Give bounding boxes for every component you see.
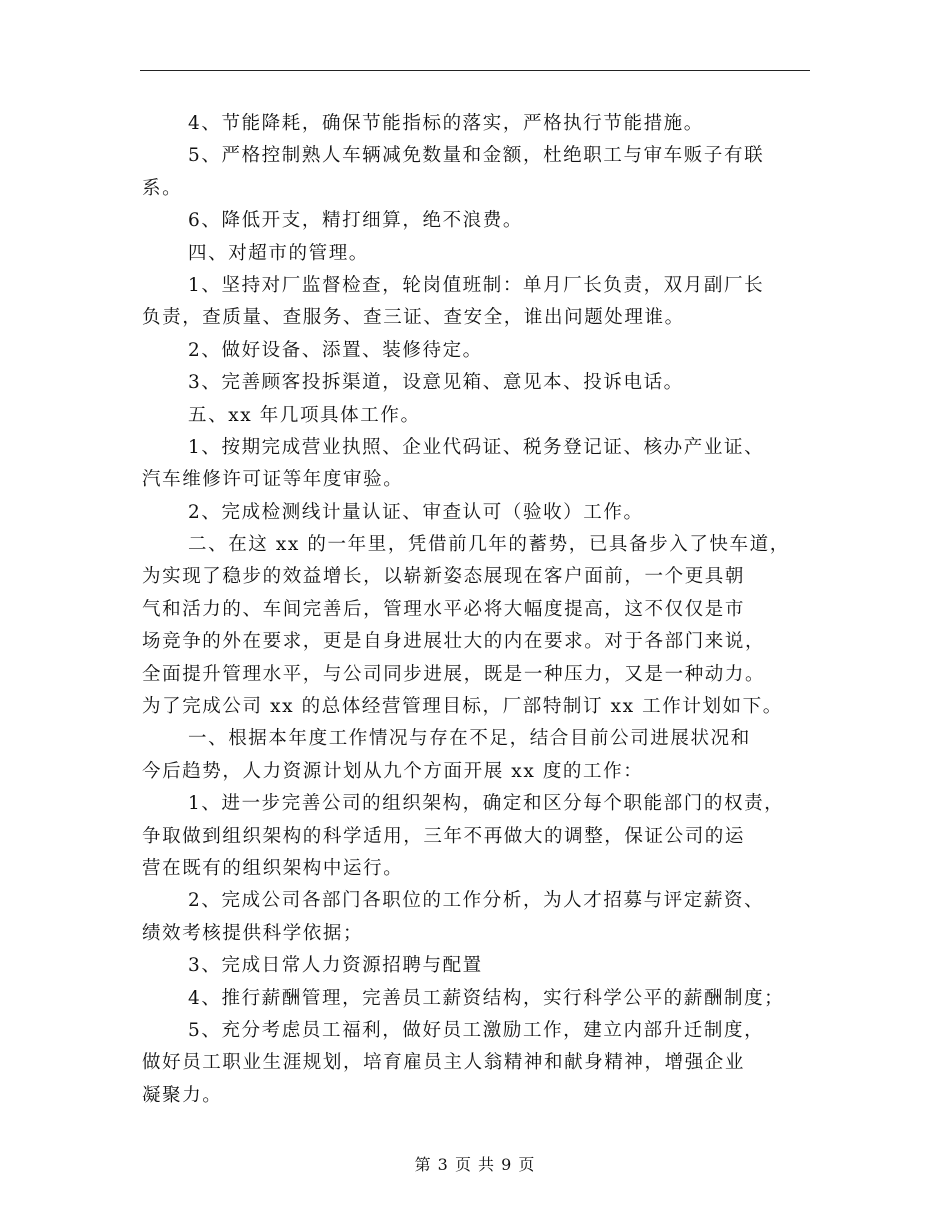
text-line: 一、根据本年度工作情况与存在不足，结合目前公司进展状况和 (188, 728, 751, 750)
text-line: 绩效考核提供科学依据； (142, 922, 364, 944)
text-line: 争取做到组织架构的科学适用，三年不再做大的调整，保证公司的运 (142, 825, 746, 847)
text-line: 4、推行薪酬管理，完善员工薪资结构，实行科学公平的薪酬制度； (188, 987, 785, 1009)
text-line: 负责，查质量、查服务、查三证、查安全，谁出问题处理谁。 (142, 307, 685, 329)
text-line: 4、节能降耗，确保节能指标的落实，严格执行节能措施。 (188, 113, 704, 134)
text-line: 2、做好设备、添置、装修待定。 (188, 339, 483, 361)
text-line: 2、完成检测线计量认证、审查认可（验收）工作。 (188, 501, 644, 523)
text-line: 1、坚持对厂监督检查，轮岗值班制：单月厂长负责，双月副厂长 (188, 274, 765, 296)
text-line: 5、充分考虑员工福利，做好员工激励工作，建立内部升迁制度， (188, 1019, 765, 1041)
header-rule (140, 70, 810, 71)
text-line: 场竞争的外在要求，更是自身进展壮大的内在要求。对于各部门来说， (142, 631, 766, 653)
text-line: 1、进一步完善公司的组织架构，确定和区分每个职能部门的权责， (188, 793, 785, 815)
text-line: 做好员工职业生涯规划，培育雇员主人翁精神和献身精神，增强企业 (142, 1052, 746, 1074)
text-line: 四、对超市的管理。 (188, 242, 369, 264)
text-line: 2、完成公司各部门各职位的工作分析，为人才招募与评定薪资、 (188, 890, 765, 912)
text-line: 二、在这 xx 的一年里，凭借前几年的蓄势，已具备步入了快车道， (188, 534, 790, 556)
text-line: 五、xx 年几项具体工作。 (188, 404, 421, 426)
text-line: 为实现了稳步的效益增长，以崭新姿态展现在客户面前，一个更具朝 (142, 566, 746, 588)
text-line: 为了完成公司 xx 的总体经营管理目标，厂部特制订 xx 工作计划如下。 (142, 696, 783, 718)
text-line: 全面提升管理水平，与公司同步进展，既是一种压力，又是一种动力。 (142, 663, 766, 685)
text-line: 5、严格控制熟人车辆减免数量和金额，杜绝职工与审车贩子有联 (188, 145, 765, 167)
document-body (142, 108, 812, 1112)
text-line: 凝聚力。 (142, 1084, 223, 1106)
page-footer: 第 3 页 共 9 页 (414, 1155, 536, 1174)
text-line: 1、按期完成营业执照、企业代码证、税务登记证、核办产业证、 (188, 436, 765, 458)
text-line: 6、降低开支，精打细算，绝不浪费。 (188, 210, 523, 232)
text-line: 3、完善顾客投拆渠道，设意见箱、意见本、投诉电话。 (188, 372, 684, 394)
text-line: 系。 (142, 177, 183, 199)
text-line: 气和活力的、车间完善后，管理水平必将大幅度提高，这不仅仅是市 (142, 598, 746, 620)
text-line: 汽车维修许可证等年度审验。 (142, 469, 404, 491)
text-line: 今后趋势，人力资源计划从九个方面开展 xx 度的工作： (142, 760, 644, 782)
text-line: 3、完成日常人力资源招聘与配置 (188, 955, 483, 977)
text-line: 营在既有的组织架构中运行。 (142, 857, 404, 879)
